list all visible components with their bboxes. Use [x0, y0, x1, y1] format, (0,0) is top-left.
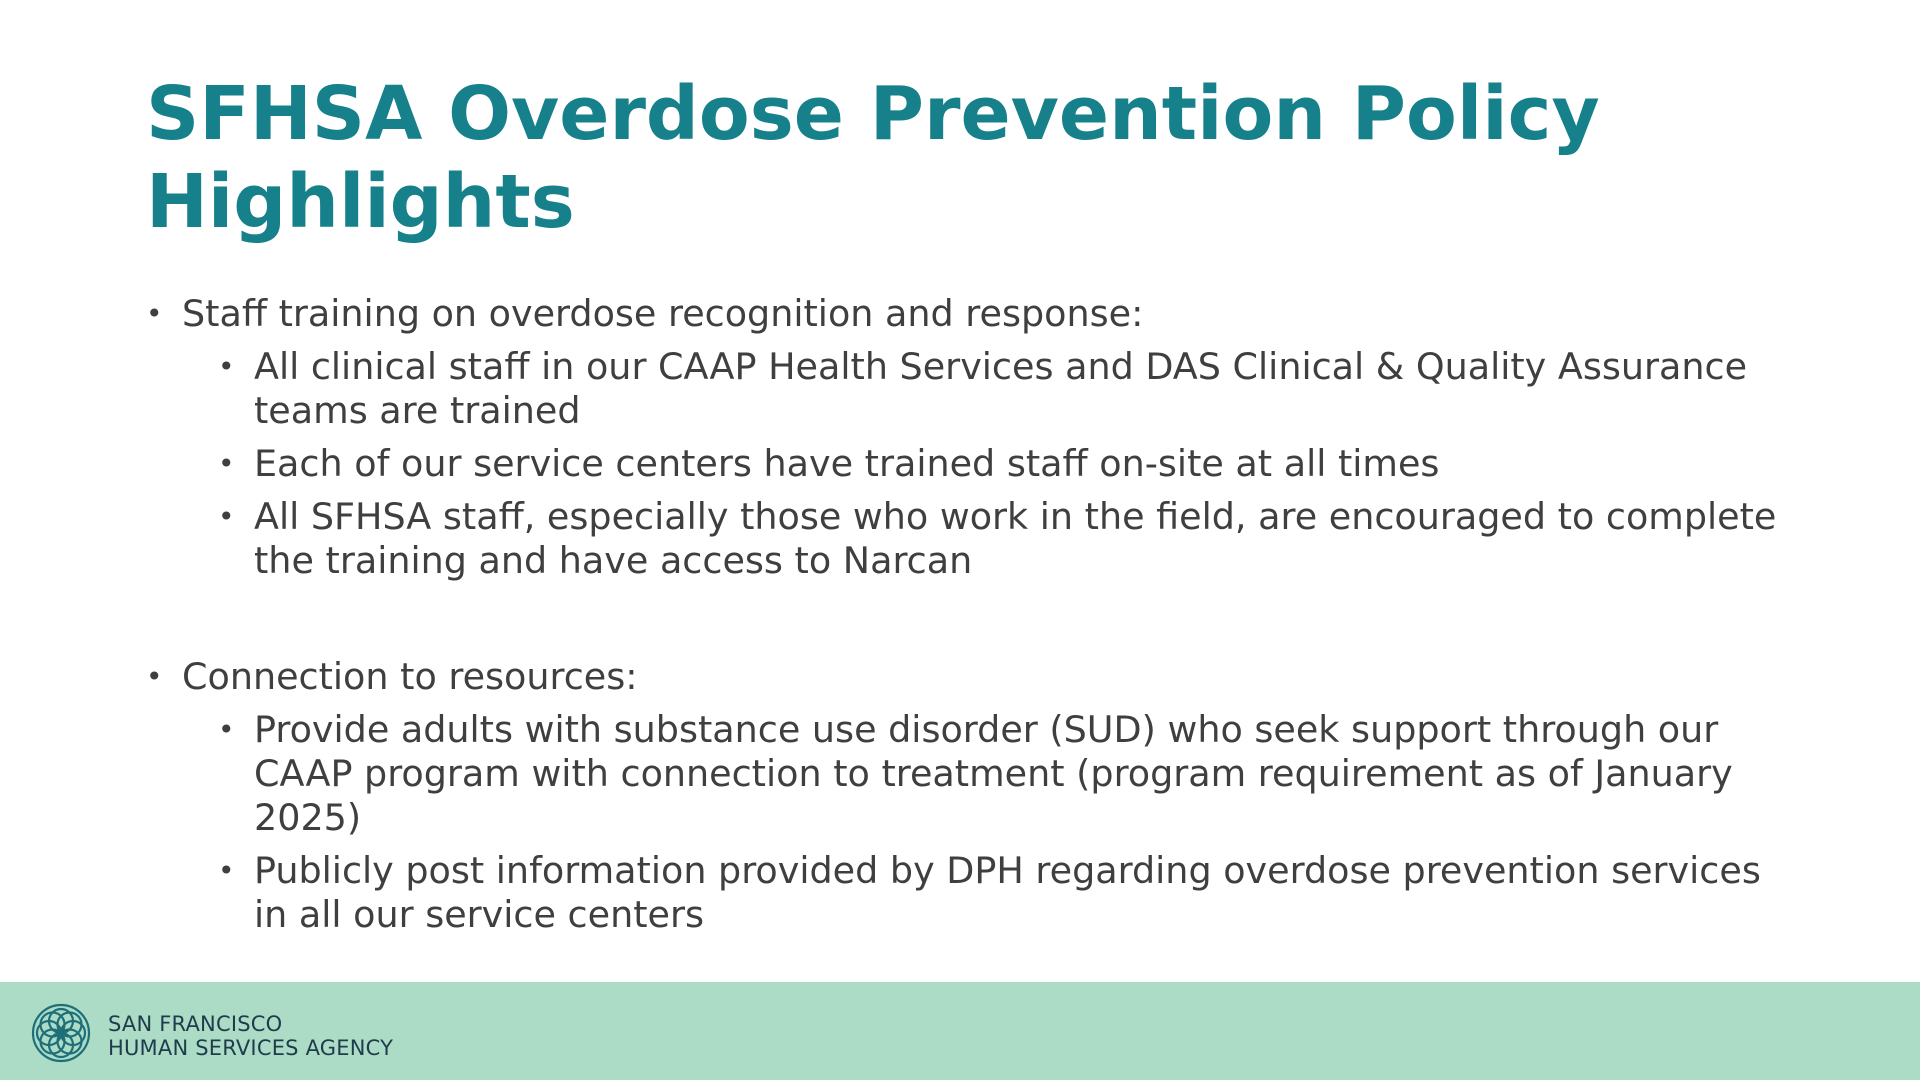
bullet-staff-training — [146, 292, 1786, 336]
slide-title-line-2: Highlights — [146, 159, 575, 245]
sub-bullet-dot: • — [218, 447, 235, 480]
spacer — [146, 583, 1786, 655]
sub-bullet-text: Provide adults with substance use disorder (SUD) who seek support through our CAAP program with connection to treatment (program requirement as of January 2025) — [254, 708, 1733, 839]
slide-body — [146, 292, 1786, 937]
sub-bullet-sud-treatment — [146, 708, 1786, 840]
sub-bullet-service-centers — [146, 442, 1786, 486]
sub-bullet-dot: • — [218, 713, 235, 746]
sub-bullet-dph-information — [146, 849, 1786, 937]
sub-bullet-dot: • — [218, 500, 235, 533]
sub-bullet-all-staff — [146, 495, 1786, 583]
slide-title-line-1: SFHSA Overdose Prevention Policy — [146, 71, 1600, 157]
sub-bullet-text: All SFHSA staff, especially those who work in the field, are encouraged to complete the training and have access to Narcan — [254, 495, 1777, 582]
sfhsa-flower-logo-icon — [30, 1002, 92, 1064]
sub-bullet-text: Each of our service centers have trained staff on-site at all times — [254, 442, 1440, 485]
sub-bullet-dot: • — [218, 854, 235, 887]
bullet-text: Staff training on overdose recognition and response: — [182, 292, 1144, 335]
bullet-text: Connection to resources: — [182, 655, 638, 698]
agency-name-line-2: HUMAN SERVICES AGENCY — [108, 1036, 394, 1060]
agency-name-line-1: SAN FRANCISCO — [108, 1012, 283, 1036]
bullet-connection-resources — [146, 655, 1786, 699]
agency-name — [108, 1012, 393, 1060]
sub-bullet-clinical-staff — [146, 345, 1786, 433]
bullet-dot: • — [146, 297, 163, 330]
sub-bullet-dot: • — [218, 350, 235, 383]
bullet-dot: • — [146, 660, 163, 693]
sub-bullet-text: Publicly post information provided by DPH regarding overdose prevention services in all our service centers — [254, 849, 1761, 936]
footer-band — [0, 982, 1920, 1080]
sub-bullet-text: All clinical staff in our CAAP Health Services and DAS Clinical & Quality Assurance teams are trained — [254, 345, 1748, 432]
slide-title — [146, 70, 1806, 246]
